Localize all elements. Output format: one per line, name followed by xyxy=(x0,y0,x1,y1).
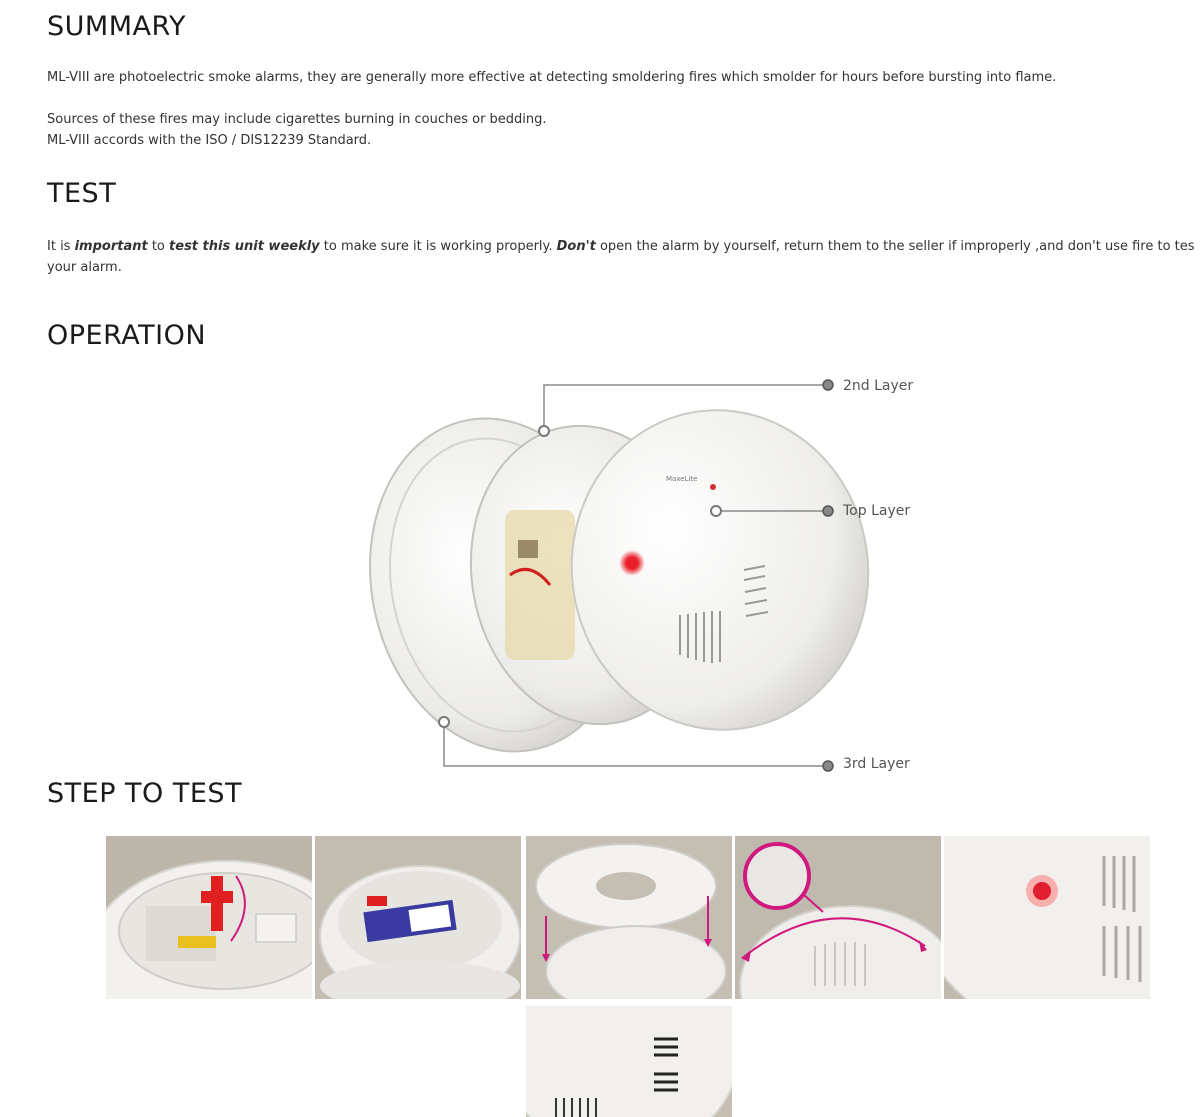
operation-heading: OPERATION xyxy=(47,320,207,351)
svg-text:MaxeLite: MaxeLite xyxy=(666,475,698,483)
summary-text-2: Sources of these fires may include cigarettes burning in couches or bedding. xyxy=(47,112,547,127)
step-5-photo xyxy=(944,836,1150,999)
label-top-layer: Top Layer xyxy=(843,503,911,519)
summary-text-3: ML-VIII accords with the ISO / DIS12239 Standard. xyxy=(47,133,372,148)
summary-text-1: ML-VIII are photoelectric smoke alarms, they are generally more effective at detecting smoldering fires which smolder for hours before bursting into flame. xyxy=(47,70,1057,85)
label-3rd-layer: 3rd Layer xyxy=(843,756,910,772)
smoke-alarm-layers-diagram xyxy=(340,370,940,780)
step-3-photo xyxy=(526,836,732,999)
test-text-line-2: your alarm. xyxy=(47,260,122,275)
step-6-photo xyxy=(526,1006,732,1117)
test-text-line-1: It is important to test this unit weekly to make sure it is working properly. Don't open the alarm by yourself, return them to the seller if improperly ,and don't use fire to tes xyxy=(47,239,1195,254)
step-2-photo xyxy=(315,836,521,999)
summary-heading: SUMMARY xyxy=(47,11,186,42)
step-to-test-heading: STEP TO TEST xyxy=(47,778,243,809)
test-heading: TEST xyxy=(47,178,117,209)
step-1-photo xyxy=(106,836,312,999)
step-4-photo xyxy=(735,836,941,999)
label-2nd-layer: 2nd Layer xyxy=(843,378,914,394)
